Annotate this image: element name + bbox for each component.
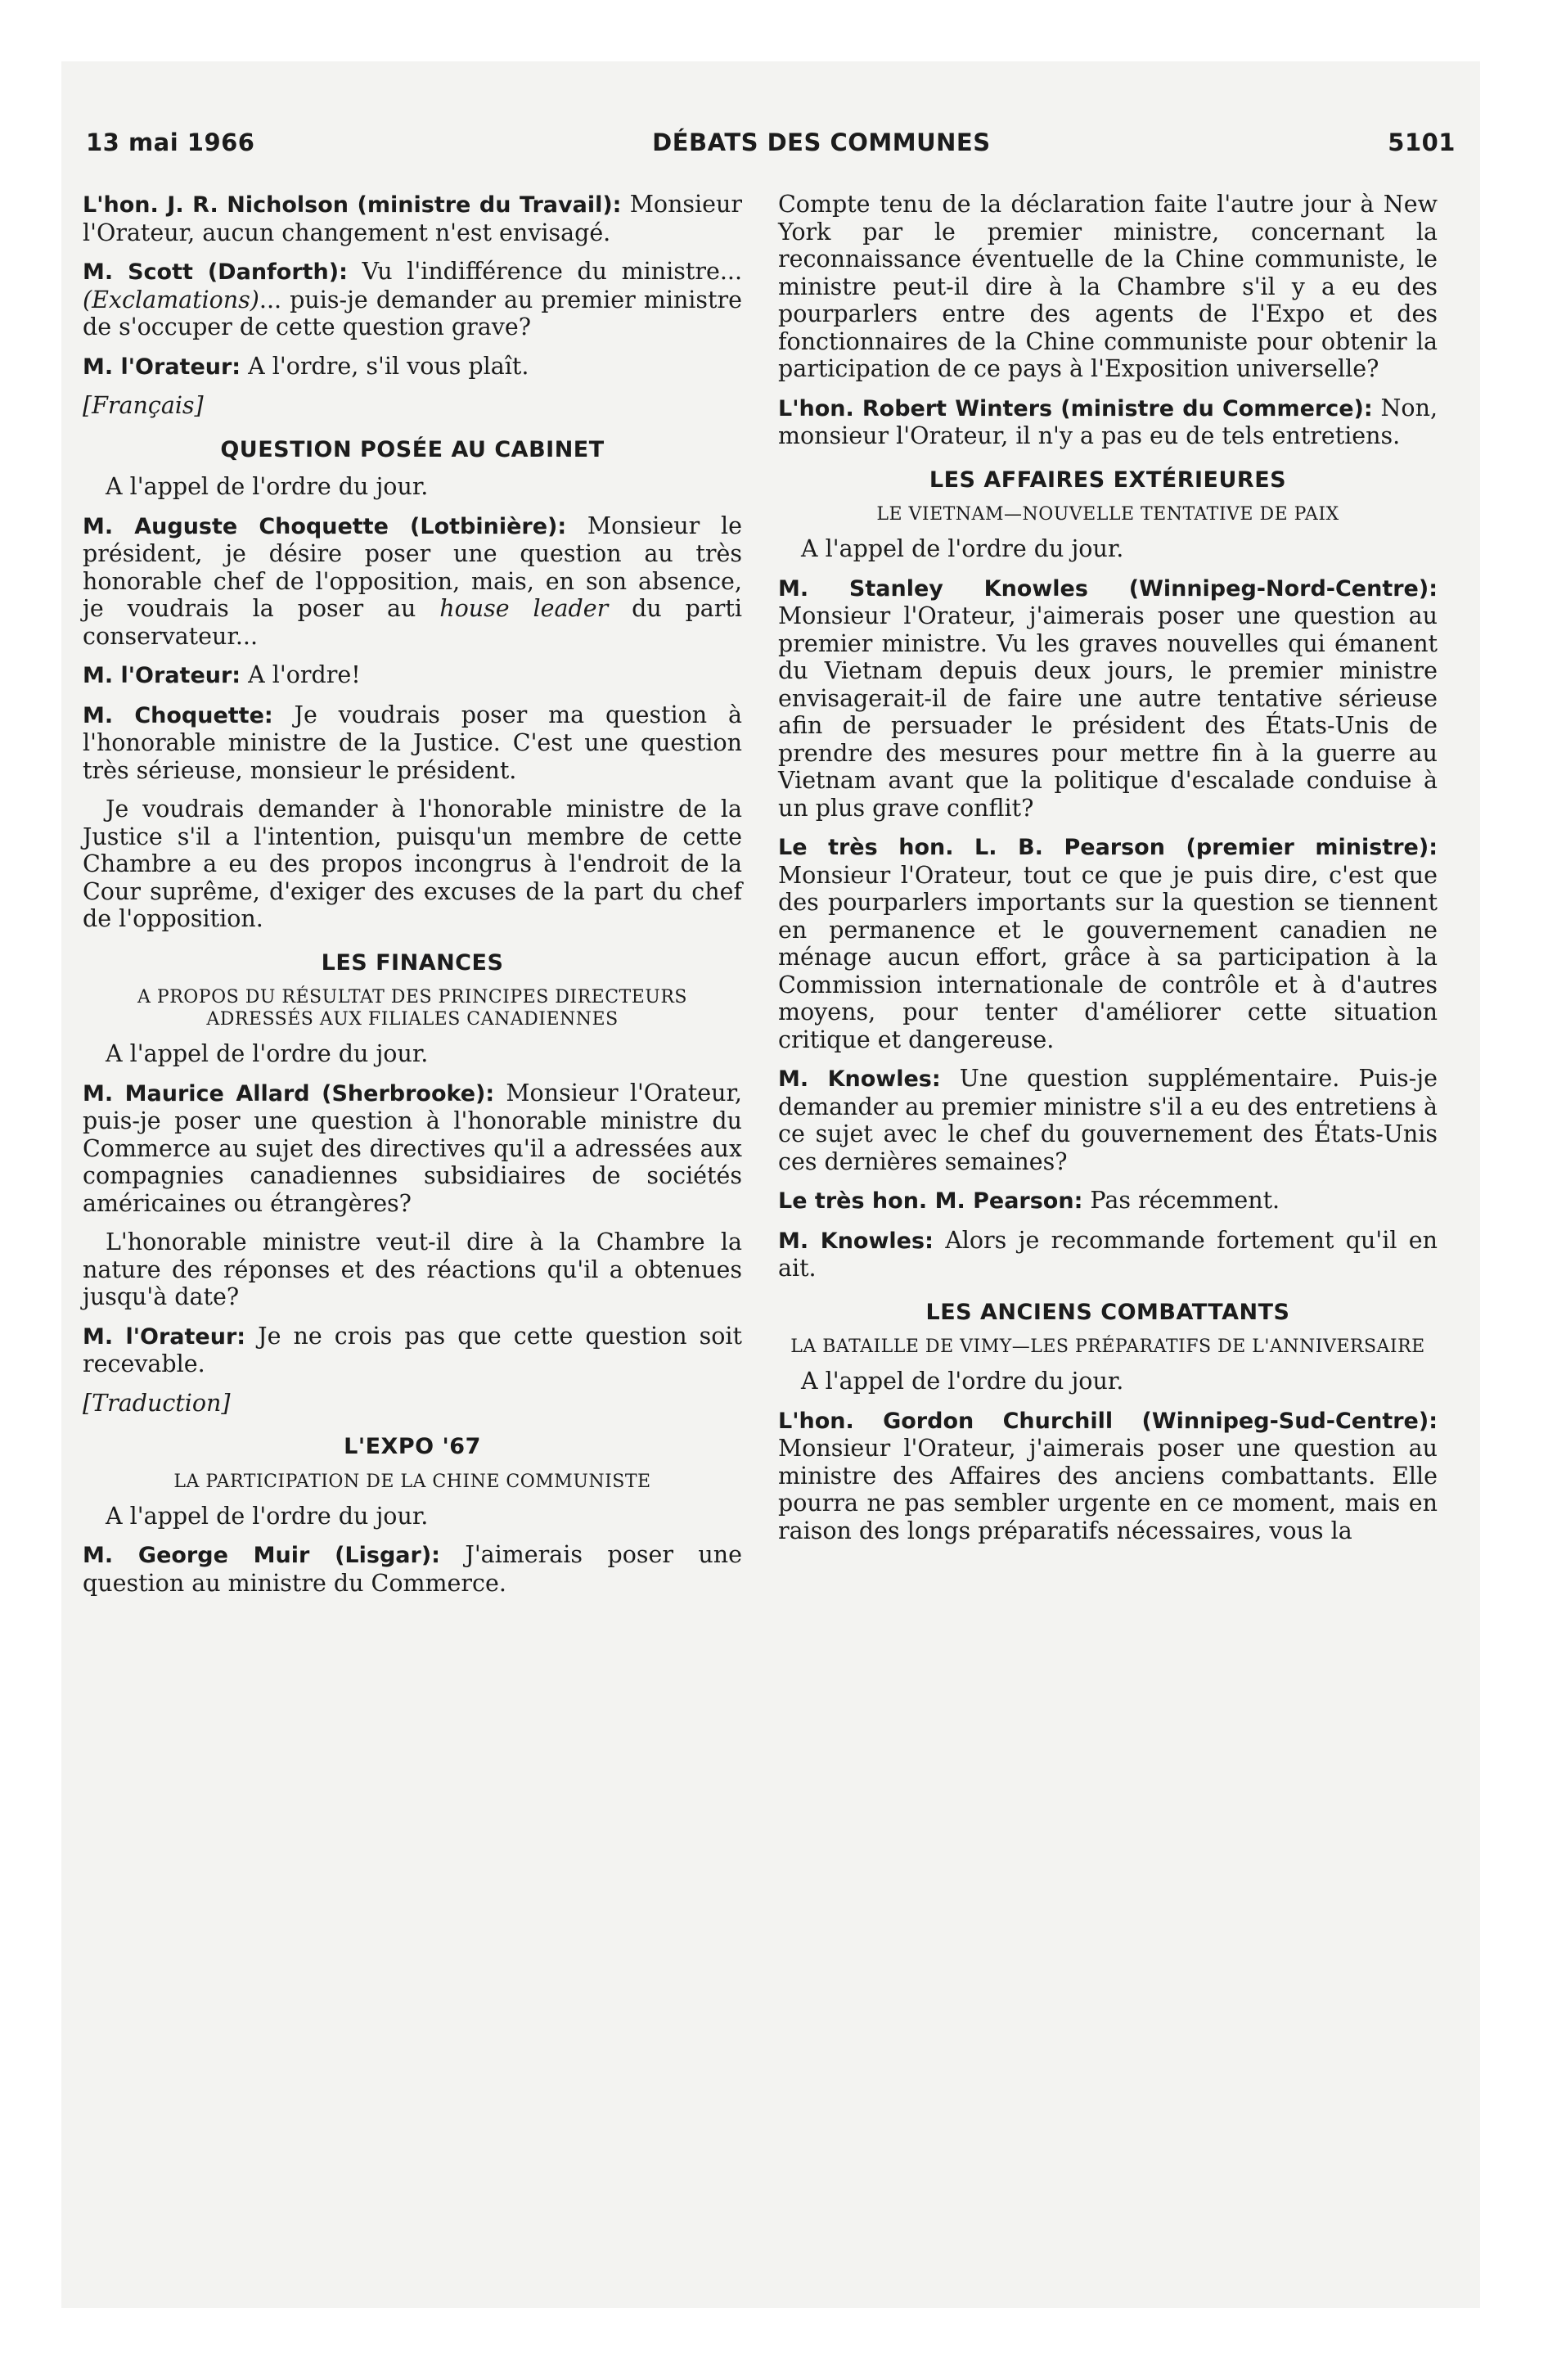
speaker: M. Auguste Choquette (Lotbinière):: [83, 513, 567, 539]
section-subheading: LE VIETNAM—NOUVELLE TENTATIVE DE PAIX: [876, 504, 1339, 525]
paragraph: [83, 1541, 742, 1597]
speech: Vu l'indifférence du ministre...: [347, 258, 743, 285]
speech: J'aimerais poser une question au ministre du Commerce.: [83, 1541, 742, 1597]
section-subheading: A PROPOS DU RÉSULTAT DES PRINCIPES DIRECTEURS ADRESSÉS AUX FILIALES CANADIENNES: [137, 987, 687, 1030]
section-heading: LES ANCIENS COMBATTANTS: [925, 1299, 1290, 1325]
speaker: M. l'Orateur:: [83, 354, 241, 380]
speaker: M. Knowles:: [778, 1228, 934, 1254]
paragraph: A l'appel de l'ordre du jour.: [106, 473, 429, 500]
speech: Je ne crois pas que cette question soit recevable.: [83, 1322, 742, 1377]
section-heading: L'EXPO '67: [344, 1434, 481, 1459]
paragraph: [83, 353, 742, 381]
speech: du parti conservateur...: [83, 595, 742, 650]
right-column: [778, 191, 1438, 1556]
paragraph: [83, 1323, 742, 1378]
paragraph: [778, 1407, 1438, 1545]
paragraph: [778, 1187, 1438, 1215]
speech: Monsieur le président, je désire poser une question au très honorable chef de l'opposition, mais, en son absence, je voudrais la poser au: [83, 512, 742, 622]
paragraph: [83, 258, 742, 341]
paragraph: [83, 661, 742, 690]
speaker: M. George Muir (Lisgar):: [83, 1543, 440, 1568]
paragraph: [83, 512, 742, 651]
page: [61, 61, 1480, 2308]
language-tag: [Traduction]: [83, 1389, 231, 1417]
paragraph: [83, 701, 742, 785]
speech: Monsieur l'Orateur, j'aimerais poser une question au ministre des Affaires des anciens combattants. Elle pourra ne pas sembler urgente en ce moment, mais en raison des longs préparatifs nécessaires, vous la: [778, 1435, 1438, 1544]
speaker: M. Choquette:: [83, 702, 273, 728]
paragraph: L'honorable ministre veut-il dire à la Chambre la nature des réponses et des réactions qu'il a obtenues jusqu'à date?: [83, 1228, 742, 1310]
speech: Monsieur l'Orateur, tout ce que je puis dire, c'est que des pourparlers importants sur la question se tiennent en permanence et le gouvernement canadien ne ménage aucun effort, grâce à sa participation à la Commission internationale de contrôle et à d'autres moyens, pour tenter d'améliorer cette situation critique et dangereuse.: [778, 861, 1438, 1053]
speech: Alors je recommande fortement qu'il en ait.: [778, 1226, 1438, 1282]
speaker: M. l'Orateur:: [83, 1323, 246, 1350]
paragraph: [778, 394, 1438, 450]
speech: Je voudrais poser ma question à l'honorable ministre de la Justice. C'est une question très sérieuse, monsieur le président.: [83, 701, 742, 784]
speaker: M. Maurice Allard (Sherbrooke):: [83, 1080, 495, 1107]
paragraph: [778, 1065, 1438, 1175]
paragraph: A l'appel de l'ordre du jour.: [801, 535, 1124, 562]
language-tag: [Français]: [83, 392, 204, 419]
speaker: L'hon. Robert Winters (ministre du Commerce):: [778, 395, 1373, 421]
header-page-number: 5101: [1388, 128, 1456, 156]
speech: A l'ordre!: [241, 661, 361, 688]
paragraph: A l'appel de l'ordre du jour.: [106, 1040, 429, 1067]
speech: Une question supplémentaire. Puis-je demander au premier ministre s'il a eu des entretiens à ce sujet avec le chef du gouvernement des États-Unis ces dernières semaines?: [778, 1065, 1438, 1175]
speech-italic: house leader: [439, 595, 609, 622]
left-column: [83, 191, 742, 1608]
header-date: 13 mai 1966: [86, 128, 255, 156]
speaker: L'hon. Gordon Churchill (Winnipeg-Sud-Centre):: [778, 1408, 1438, 1434]
speech-italic: (Exclamations): [83, 286, 259, 313]
section-heading: LES AFFAIRES EXTÉRIEURES: [929, 467, 1287, 493]
speech: A l'ordre, s'il vous plaît.: [241, 352, 529, 380]
paragraph: Je voudrais demander à l'honorable ministre de la Justice s'il a l'intention, puisqu'un membre de cette Chambre a eu des propos incongrus à l'endroit de la Cour suprême, d'exiger des excuses de la part du chef de l'opposition.: [83, 796, 742, 932]
paragraph: [778, 833, 1438, 1053]
paragraph: A l'appel de l'ordre du jour.: [106, 1502, 429, 1530]
speaker: Le très hon. M. Pearson:: [778, 1188, 1083, 1214]
header-title: DÉBATS DES COMMUNES: [652, 128, 991, 156]
paragraph: [778, 575, 1438, 823]
section-subheading: LA BATAILLE DE VIMY—LES PRÉPARATIFS DE L'ANNIVERSAIRE: [790, 1336, 1425, 1357]
speech: ... puis-je demander au premier ministre de s'occuper de cette question grave?: [83, 286, 742, 340]
speaker: M. Knowles:: [778, 1066, 941, 1092]
speaker: Le très hon. L. B. Pearson (premier ministre):: [778, 835, 1438, 860]
speaker: M. Stanley Knowles (Winnipeg-Nord-Centre):: [778, 575, 1438, 602]
speech: Monsieur l'Orateur, j'aimerais poser une question au premier ministre. Vu les graves nouvelles qui émanent du Vietnam depuis deux jours, le premier ministre envisagerait-il de faire une autre tentative sérieuse afin de persuader le président des États-Unis de prendre des mesures pour mettre fin à la guerre au Vietnam avant que la politique d'escalade conduise à un plus grave conflit?: [778, 602, 1438, 822]
section-heading: LES FINANCES: [321, 949, 504, 976]
paragraph: [778, 1227, 1438, 1282]
section-subheading: LA PARTICIPATION DE LA CHINE COMMUNISTE: [173, 1471, 651, 1492]
running-header: [86, 128, 1456, 156]
speaker: M. l'Orateur:: [83, 663, 241, 688]
section-heading: QUESTION POSÉE AU CABINET: [220, 436, 605, 462]
paragraph: [83, 191, 742, 246]
speech: Non, monsieur l'Orateur, il n'y a pas eu de tels entretiens.: [778, 394, 1438, 449]
paragraph: Compte tenu de la déclaration faite l'autre jour à New York par le premier ministre, concernant la reconnaissance éventuelle de la Chine communiste, le ministre peut-il dire à la Chambre s'il y a eu des pourparlers entre des agents de l'Expo et des fonctionnaires de la Chine communiste pour obtenir la participation de ce pays à l'Exposition universelle?: [778, 191, 1438, 382]
speech: Monsieur l'Orateur, puis-je poser une question à l'honorable ministre du Commerce au sujet des directives qu'il a adressées aux compagnies canadiennes subsidiaires de sociétés américaines ou étrangères?: [83, 1079, 742, 1217]
paragraph: A l'appel de l'ordre du jour.: [801, 1368, 1124, 1395]
speaker: L'hon. J. R. Nicholson (ministre du Travail):: [83, 192, 622, 218]
paragraph: [83, 1080, 742, 1218]
speech: Monsieur l'Orateur, aucun changement n'est envisagé.: [83, 191, 743, 246]
speaker: M. Scott (Danforth):: [83, 259, 348, 285]
speech: Pas récemment.: [1082, 1187, 1280, 1214]
